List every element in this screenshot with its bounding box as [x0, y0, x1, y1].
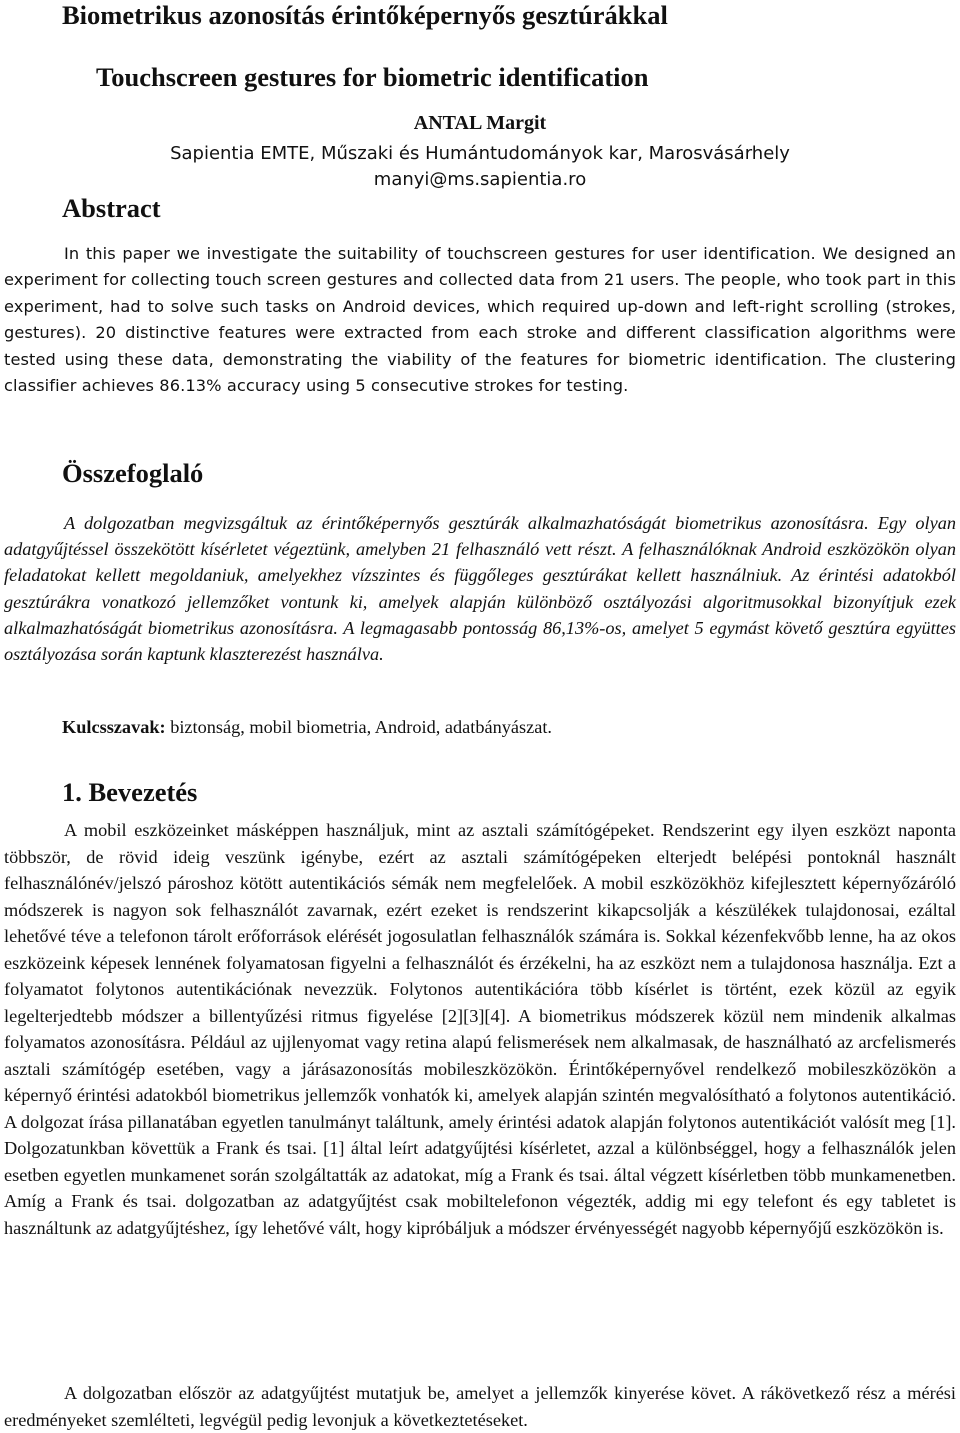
osszefoglalo-heading: Összefoglaló: [62, 458, 204, 488]
paper-title-hungarian: Biometrikus azonosítás érintőképernyős gesztúrákkal: [62, 0, 668, 30]
introduction-paragraph-2: [4, 1380, 956, 1433]
author-affiliation: Sapientia EMTE, Műszaki és Humántudományok kar, Marosvásárhely: [170, 143, 790, 164]
introduction-paragraph-1: [4, 817, 956, 1241]
abstract-text: In this paper we investigate the suitability of touchscreen gestures for user identification. We designed an experiment for collecting touch screen gestures and collected data from 21 users. The people, who took part in this experiment, had to solve such tasks on Android devices, which required up-down and left-right scrolling (strokes, gestures). 20 distinctive features were extracted from each stroke and different classification algorithms were tested using these data, demonstrating the viability of the features for biometric identification. The clustering classifier achieves 86.13% accuracy using 5 consecutive strokes for testing.: [4, 244, 956, 396]
introduction-text-2: A dolgozatban először az adatgyűjtést mutatjuk be, amelyet a jellemzők kinyerése követ. A rákövetkező rész a mérési eredményeket szemlélteti, legvégül pedig levonjuk a következtetéseket.: [4, 1383, 956, 1430]
introduction-text-1: A mobil eszközeinket másképpen használjuk, mint az asztali számítógépeket. Rendszerint egy ilyen eszközt naponta többször, de rövid ideig veszünk igénybe, ezért az asztali számítógépeken elterjedt belépési pontoknál használt felhasználónév/jelszó pároshoz kötött autentikációs sémák nem megfelelőek. A mobil eszközökhöz kifejlesztett képernyőzáróló módszerek is nagyon sok felhasználót zavarnak, ezért ezeket is rendszerint kikapcsolják a készülékek tulajdonosai, ezáltal lehetővé téve a telefonon tárolt erőforrások elérését jogosulatlan felhasználók számára is. Sokkal kézenfekvőbb lenne, ha az okos eszközeink képesek lennének folyamatosan figyelni a felhasználót és érzékelni, ha az eszközt nem a tulajdonosa használja. Ezt a folyamatot folytonos autentikációnak nevezzük. Folytonos autentikációra több kísérlet is történt, ezek közül az egyik legelterjedtebb módszer a billentyűzési ritmus figyelése [2][3][4]. A biometrikus módszerek közül nem mindenik alkalmas folyamatos azonosításra. Például az ujjlenyomat vagy retina alapú felismerések nem alkalmasak, de használható az arcfelismerés asztali számítógép esetében, vagy a járásazonosítás mobileszközökön. Érintőképernyővel rendelkező mobileszközökön a képernyő érintési adatokból biometrikus jellemzők vonhatók ki, amelyek alapján szintén megvalósítható a folytonos autentikáció. A dolgozat írása pillanatában egyetlen tanulmányt találtunk, amely érintési adatok alapján folytonos autentikációt valósít meg [1]. Dolgozatunkban követtük a Frank és tsai. [1] által leírt adatgyűjtési kísérletet, azzal a különbséggel, hogy a felhasználók jelen esetben egyetlen munkamenet során szolgáltatták az adatokat, míg a Frank és tsai. által végzett kísérletben több munkamenetben. Amíg a Frank és tsai. dolgozatban az adatgyűjtést csak mobiltelefonon végezték, addig mi egy telefont és egy tabletet is használtunk az adatgyűjtéshez, így lehetővé vált, hogy kipróbáljuk a módszer érvényességét nagyobb képernyőjű eszközökön is.: [4, 820, 956, 1238]
abstract-heading: Abstract: [62, 193, 161, 223]
paper-title-english: Touchscreen gestures for biometric identification: [96, 62, 649, 92]
osszefoglalo-paragraph: [4, 510, 956, 667]
author-name: ANTAL Margit: [413, 112, 547, 134]
keywords-value: biztonság, mobil biometria, Android, adatbányászat.: [170, 717, 552, 737]
keywords-line: [62, 715, 552, 739]
abstract-paragraph: [4, 241, 956, 399]
keywords-label: Kulcsszavak:: [62, 717, 166, 737]
author-email: manyi@ms.sapientia.ro: [373, 169, 587, 190]
osszefoglalo-text: A dolgozatban megvizsgáltuk az érintőképernyős gesztúrák alkalmazhatóságát biometrikus azonosításra. Egy olyan adatgyűjtéssel összekötött kísérletet végeztünk, amelyben 21 felhasználó vett részt. A felhasználóknak Android eszközökön olyan feladatokat kellett megoldaniuk, amelyekhez vízszintes és függőleges gesztúrákat kellett használniuk. Az érintési adatokból gesztúrákra vonatkozó jellemzőket vontunk ki, amelyek alapján különböző osztályozási algoritmusokkal bizonyítjuk ezek alkalmazhatóságát biometrikus azonosításra. A legmagasabb pontosság 86,13%-os, amelyet 5 egymást követő gesztúra együttes osztályozása során kaptunk klaszterezést használva.: [4, 513, 956, 665]
section-heading-introduction: 1. Bevezetés: [62, 777, 198, 807]
